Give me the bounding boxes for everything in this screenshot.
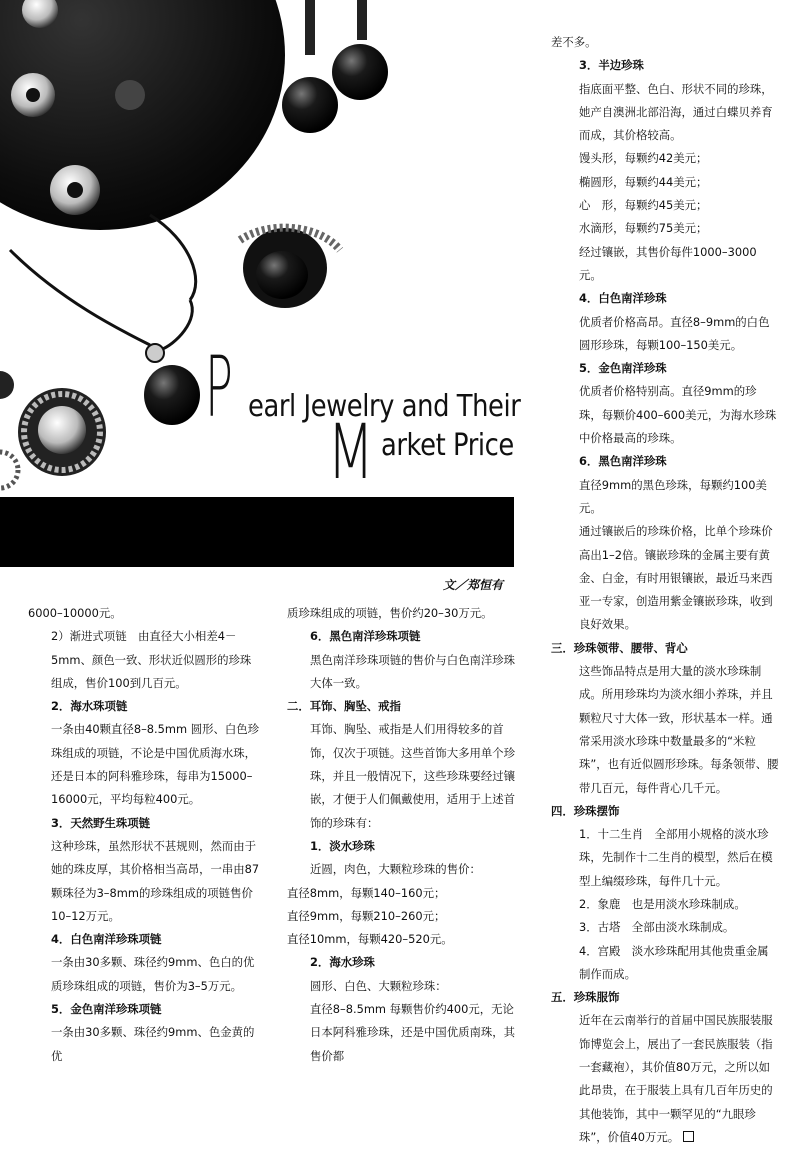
section-heading-col2-1: 6．黑色南洋珍珠项链 [310,629,421,644]
paragraph-col3-21: 4．宫殿 淡水珍珠配用其他贵重金属制作而成。 [579,943,769,981]
paragraph-col3-7: 经过镶嵌，其售价每件1000–3000元。 [579,244,757,282]
title-line-1: earl Jewelry and Their [248,389,521,424]
paragraph-col3-9: 优质者价格高昂。直径8–9mm的白色圆形珍珠，每颗100–150美元。 [579,314,770,352]
section-heading-col1-8: 5．金色南洋珍珠项链 [51,1002,162,1017]
paragraph-col3-23: 近年在云南举行的首届中国民族服装服饰博览会上，展出了一套民族服装（指一套藏袍），其价值80万元，之所以如此昂贵，在于服装上具有几百年历史的其他装饰，其中一颗罕见的“九眼珍珠”，价值40万元。 [579,1013,773,1144]
section-heading-col2-10: 2．海水珍珠 [310,955,375,970]
paragraph-col3-11: 优质者价格特别高。直径9mm的珍珠，每颗价400–600美元，为海水珍珠中价格最高的珍珠。 [579,384,777,446]
end-mark-icon [683,1131,694,1142]
paragraph-col1-0: 6000–10000元。 [28,606,122,620]
paragraph-col3-4: 椭圆形，每颗约44美元； [579,174,708,189]
title-line-2: arket Price [381,428,514,463]
paragraph-col3-16: 这些饰品特点是用大量的淡水珍珠制成。所用珍珠均为淡水细小养珠，并且颗粒尺寸大体一致，形状基本一样。通常采用淡水珍珠中数量最多的“米粒珠”，也有近似圆形珍珠。每条领带、腰带几百元，每件背心几千元。 [579,664,779,795]
paragraph-col3-2: 指底面平整、色白、形状不同的珍珠，她产自澳洲北部沿海，通过白蝶贝养育而成，其价格较高。 [579,81,773,143]
paragraph-col3-5: 心 形，每颗约45美元； [579,198,708,213]
paragraph-col3-14: 通过镶嵌后的珍珠价格，比单个珍珠价高出1–2倍。镶嵌珍珠的金属主要有黄金、白金，有时用银镶嵌，最近马来西亚一专家，创造用紫金镶嵌珍珠，收到良好效果。 [579,524,773,632]
paragraph-col1-7: 一条由30多颗、珠径约9mm、色白的优质珍珠组成的项链，售价为3–5万元。 [51,955,255,993]
paragraph-col1-9: 一条由30多颗、珠径约9mm、色金黄的优 [51,1025,255,1063]
section-heading-col3-1: 3．半边珍珠 [579,58,644,73]
column-1 [28,602,262,1068]
section-heading-col3-10: 5．金色南洋珍珠 [579,361,667,376]
paragraph-col1-3: 一条由40颗直径8–8.5mm 圆形、白色珍珠组成的项链，不论是中国优质海水珠，还是日本的阿科雅珍珠，每串为15000–16000元，平均每粒400元。 [51,722,260,807]
paragraph-col3-20: 3．古塔 全部由淡水珠制成。 [579,920,735,935]
paragraph-col2-7: 直径8mm，每颗140–160元； [287,885,446,900]
section-heading-col3-22: 五．珍珠服饰 [551,990,620,1005]
paragraph-col3-18: 1．十二生肖 全部用小规格的淡水珍珠，先制作十二生肖的模型，然后在模型上编缀珍珠，每件几十元。 [579,827,773,888]
column-3 [551,31,779,1149]
title-initial-p: P [205,338,233,436]
section-heading-col2-3: 二．耳饰、胸坠、戒指 [287,699,401,714]
title-initial-m: M [327,407,375,496]
paragraph-col3-19: 2．象鹿 也是用淡水珍珠制成。 [579,896,746,911]
dark-dish-shape [0,0,285,230]
section-heading-col3-8: 4．白色南洋珍珠 [579,291,667,306]
section-heading-col3-17: 四．珍珠摆饰 [551,803,620,818]
paragraph-col3-0: 差不多。 [551,35,597,49]
byline: 文／郑恒有 [443,578,504,592]
paragraph-col2-2: 黑色南洋珍珠项链的售价与白色南洋珍珠大体一致。 [310,652,516,690]
paragraph-col3-3: 馒头形，每颗约42美元； [579,151,708,166]
paragraph-col2-6: 近圆，肉色，大颗粒珍珠的售价： [310,862,481,877]
paragraph-col1-1: 2）渐进式项链 由直径大小相差4－5mm、颜色一致、形状近似圆形的珍珠组成，售价100到几百元。 [51,629,252,690]
black-banner [0,497,514,567]
paragraph-col2-4: 耳饰、胸坠、戒指是人们用得较多的首饰，仅次于项链。这些首饰大多用单个珍珠，并且一般情况下，这些珍珠要经过镶嵌，才便于人们佩戴使用，适用于上述首饰的珍珠有： [310,722,516,830]
section-heading-col2-5: 1．淡水珍珠 [310,838,375,853]
paragraph-col2-8: 直径9mm，每颗210–260元； [287,908,446,923]
section-heading-col3-15: 三．珍珠领带、腰带、背心 [551,640,688,655]
section-heading-col1-2: 2．海水珠项链 [51,699,128,714]
section-heading-col3-12: 6．黑色南洋珍珠 [579,454,667,469]
paragraph-col2-9: 直径10mm，每颗420–520元。 [287,932,453,947]
section-heading-col1-4: 3．天然野生珠项链 [51,815,151,830]
column-2 [287,602,521,1068]
paragraph-col2-12: 直径8–8.5mm 每颗售价约400元，无论日本阿科雅珍珠，还是中国优质南珠，其售价都 [310,1002,516,1063]
paragraph-col1-5: 这种珍珠，虽然形状不甚规则，然而由于她的珠皮厚，其价格相当高昂，一串由87颗珠径为3–8mm的珍珠组成的项链售价10–12万元。 [51,838,260,923]
paragraph-col3-6: 水滴形，每颗约75美元； [579,221,708,236]
paragraph-col3-13: 直径9mm的黑色珍珠，每颗约100美元。 [579,477,767,515]
section-heading-col1-6: 4．白色南洋珍珠项链 [51,932,162,947]
paragraph-col2-0: 质珍珠组成的项链，售价约20–30万元。 [287,606,493,620]
paragraph-col2-11: 圆形、白色、大颗粒珍珠： [310,978,447,993]
